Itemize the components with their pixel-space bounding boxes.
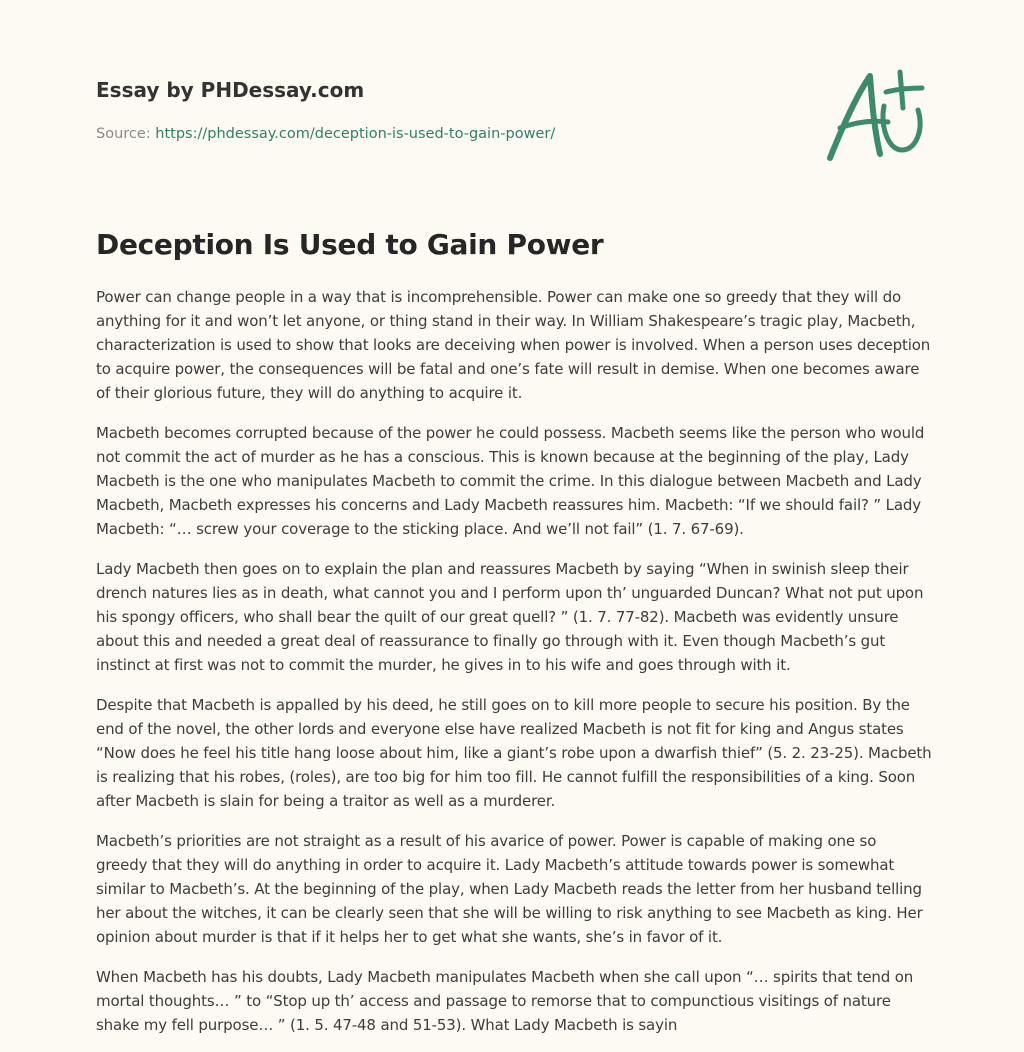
site-brand: Essay by PHDessay.com — [96, 78, 365, 102]
essay-paragraph: Macbeth’s priorities are not straight as a result of his avarice of power. Power is capable of making one so greedy that they will do anything in order to acquire it. Lady Macbeth’s attitude towards power is somewhat similar to Macbeth’s. At the beginning of the play, when Lady Macbeth reads the letter from her husband telling her about the witches, it can be clearly seen that she will be willing to risk anything to see Macbeth as king. Her opinion about murder is that if it helps her to get what she wants, she’s in favor of it. — [96, 832, 923, 946]
essay-title: Deception Is Used to Gain Power — [96, 228, 604, 261]
essay-paragraph: When Macbeth has his doubts, Lady Macbeth manipulates Macbeth when she call upon “… spirits that tend on mortal thoughts… ” to “Stop up th’ access and passage to remorse that to compunctious visitings of nature shake my fell purpose… ” (1. 5. 47-48 and 51-53). What Lady Macbeth is sayin — [96, 968, 914, 1034]
source-link[interactable]: https://phdessay.com/deception-is-used-to-gain-power/ — [155, 126, 556, 142]
essay-paragraph: Power can change people in a way that is incomprehensible. Power can make one so greedy that they will do anything for it and won’t let anyone, or thing stand in their way. In William Shakespeare’s tragic play, Macbeth, characterization is used to show that looks are deceiving when power is involved. When a person uses deception to acquire power, the consequences will be fatal and one’s fate will result in demise. When one becomes aware of their glorious future, they will do anything to acquire it. — [96, 288, 931, 402]
source-label: Source: — [96, 126, 156, 142]
essay-paragraph: Macbeth becomes corrupted because of the power he could possess. Macbeth seems like the person who would not commit the act of murder as he has a conscious. This is known because at the beginning of the play, Lady Macbeth is the one who manipulates Macbeth to commit the crime. In this dialogue between Macbeth and Lady Macbeth, Macbeth expresses his concerns and Lady Macbeth reassures him. Macbeth: “If we should fail? ” Lady Macbeth: “… screw your coverage to the sticking place. And we’ll not fail” (1. 7. 67-69). — [96, 424, 925, 538]
page-header — [96, 76, 796, 144]
essay-paragraph: Despite that Macbeth is appalled by his deed, he still goes on to kill more people to secure his position. By the end of the novel, the other lords and everyone else have realized Macbeth is not fit for king and Angus states “Now does he feel his title hang loose about him, like a giant’s robe upon a dwarfish thief” (5. 2. 23-25). Macbeth is realizing that his robes, (roles), are too big for him too fill. He cannot fulfill the responsibilities of a king. Soon after Macbeth is slain for being a traitor as well as a murderer. — [96, 696, 932, 810]
essay-paragraph: Lady Macbeth then goes on to explain the plan and reassures Macbeth by saying “When in swinish sleep their drench natures lies as in death, what cannot you and I perform upon th’ unguarded Duncan? What not put upon his spongy officers, who shall bear the quilt of our great quell? ” (1. 7. 77-82). Macbeth was evidently unsure about this and needed a great deal of reassurance to finally go through with it. Even though Macbeth’s gut instinct at first was not to commit the murder, he gives in to his wife and goes through with it. — [96, 560, 924, 674]
source-line — [96, 124, 796, 144]
essay-body — [96, 285, 932, 1052]
a-plus-grade-icon — [822, 66, 926, 164]
